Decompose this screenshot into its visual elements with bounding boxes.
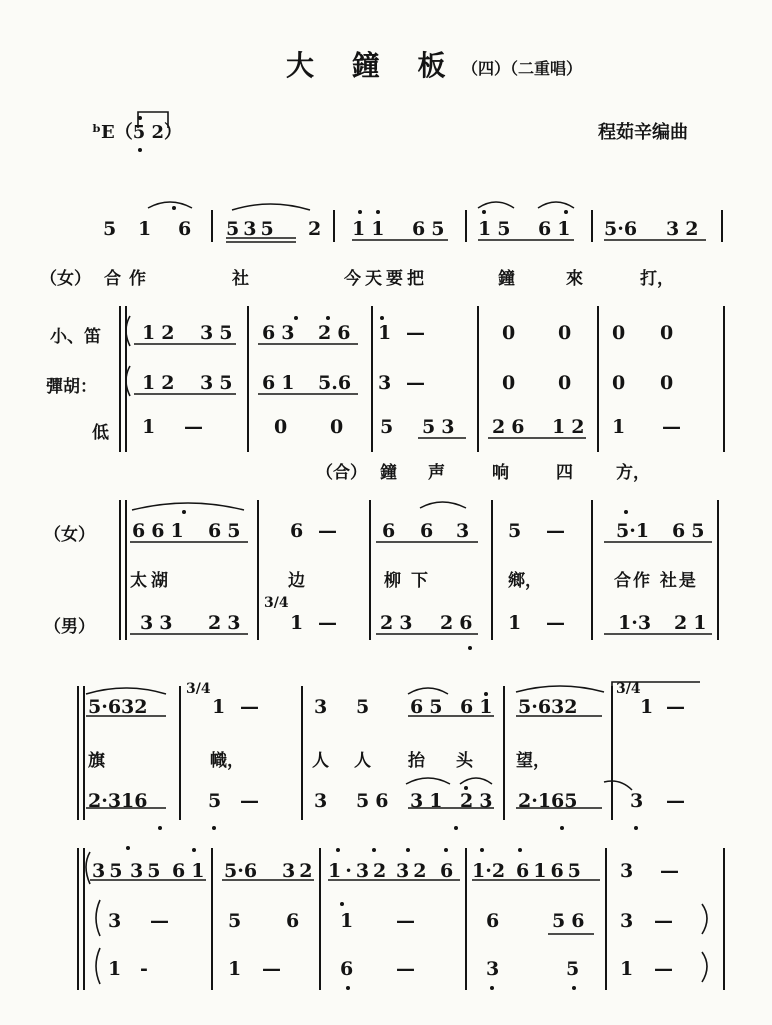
note: — <box>654 958 673 980</box>
note: — <box>396 958 415 980</box>
note: 3 <box>620 860 634 882</box>
note: — <box>318 520 337 542</box>
note: 0 <box>558 322 572 344</box>
note: — <box>396 910 415 932</box>
note: 0 <box>274 416 288 438</box>
lyric: 幟， <box>210 751 244 771</box>
note: 535 <box>226 218 278 240</box>
note: 6 <box>286 910 300 932</box>
note: 32 <box>282 860 317 882</box>
note: — <box>262 958 281 980</box>
lyric: 头 <box>456 751 473 771</box>
note: 3 <box>456 520 470 542</box>
note: 35 <box>200 322 239 344</box>
note: 1·32 <box>328 860 391 882</box>
lyric: 來 <box>566 269 583 289</box>
note: 6 <box>486 910 500 932</box>
note: 3 <box>108 910 122 932</box>
voice-label: （女） <box>40 269 91 289</box>
note: 5 <box>508 520 522 542</box>
note: 6 <box>440 860 454 882</box>
note: 5·632 <box>518 696 578 718</box>
note: 23 <box>208 612 247 634</box>
lyric: 打， <box>640 269 674 289</box>
note: 6 <box>382 520 396 542</box>
note: — <box>546 520 565 542</box>
note: 5·6 <box>604 218 638 240</box>
note: 61 <box>460 696 499 718</box>
arranger-credit: 程茹辛编曲 <box>598 122 688 143</box>
lyric: 太湖 <box>130 571 172 591</box>
lyric: 柳下 <box>384 571 438 591</box>
note: — <box>150 910 169 932</box>
note: — <box>406 372 425 394</box>
note: 35 <box>92 860 127 882</box>
lyric: 方， <box>616 463 650 483</box>
piece-title: 大 鐘 板 <box>286 49 460 82</box>
note: 35 <box>130 860 165 882</box>
note: 1 <box>620 958 634 980</box>
note: 61 <box>538 218 577 240</box>
lyric: 四 <box>556 463 573 483</box>
note: 3 <box>630 790 644 812</box>
note: 23 <box>380 612 419 634</box>
note: 12 <box>142 372 181 394</box>
note: 0 <box>660 372 674 394</box>
note: 2 <box>308 218 322 240</box>
note: 1 <box>640 696 654 718</box>
note: 56 <box>356 790 395 812</box>
lyric: 鐘 <box>498 269 515 289</box>
note: 1 <box>508 612 522 634</box>
lyric: 合作 <box>104 269 154 289</box>
note: 3 <box>378 372 392 394</box>
note: 5 <box>380 416 394 438</box>
note: — <box>546 612 565 634</box>
note: 32 <box>396 860 431 882</box>
note: 31 <box>410 790 449 812</box>
note: 0 <box>558 372 572 394</box>
note: 1 <box>290 612 304 634</box>
part-label-flute: 小、笛 <box>50 327 101 347</box>
note: — <box>240 696 259 718</box>
note: 1 <box>108 958 122 980</box>
note: 0 <box>660 322 674 344</box>
note: 1 <box>142 416 156 438</box>
note: — <box>662 416 681 438</box>
chorus-label: （合） <box>316 463 367 483</box>
lyric: 望， <box>516 751 550 771</box>
lyric: 鐘 <box>380 463 397 483</box>
note: 35 <box>200 372 239 394</box>
lyric: 鄉， <box>508 571 542 591</box>
note: 661 <box>132 520 190 542</box>
lyric: 响 <box>492 463 509 483</box>
note: 56 <box>552 910 591 932</box>
note: 0 <box>502 322 516 344</box>
note: 5.6 <box>318 372 352 394</box>
note: 65 <box>412 218 451 240</box>
note: 23 <box>460 790 499 812</box>
note: 5 <box>566 958 580 980</box>
note: 0 <box>330 416 344 438</box>
piece-subtitle: （四）（二重唱） <box>462 59 583 78</box>
note: 3 <box>486 958 500 980</box>
note: 61 <box>172 860 211 882</box>
note: 21 <box>674 612 713 634</box>
note: 5 <box>228 910 242 932</box>
voice-label-male: （男） <box>44 617 95 637</box>
meter-mark: 3/4 <box>186 681 211 697</box>
note: 65 <box>672 520 711 542</box>
key-signature: ᵇE（5 2） <box>92 122 183 143</box>
note: 26 <box>492 416 531 438</box>
note: 26 <box>440 612 479 634</box>
note: — <box>660 860 679 882</box>
note: 1·2 <box>472 860 506 882</box>
note: 6 <box>420 520 434 542</box>
note: 3 <box>314 790 328 812</box>
note: 6165 <box>516 860 585 882</box>
note: 15 <box>478 218 517 240</box>
note: 1 <box>228 958 242 980</box>
note: 3 <box>620 910 634 932</box>
note: 0 <box>612 322 626 344</box>
note: 32 <box>666 218 705 240</box>
lyric: 人 <box>312 751 329 771</box>
note: 11 <box>352 218 391 240</box>
note: — <box>666 790 685 812</box>
lyric: 抬 <box>408 751 425 771</box>
note: 1 <box>138 218 152 240</box>
lyric: 边 <box>288 571 305 591</box>
note: 12 <box>552 416 591 438</box>
note: 5 <box>356 696 370 718</box>
note: 5 <box>103 218 117 240</box>
note: — <box>666 696 685 718</box>
note: 2·165 <box>518 790 578 812</box>
note: - <box>140 958 148 980</box>
note: 5 <box>208 790 222 812</box>
note: 53 <box>422 416 461 438</box>
note: 63 <box>262 322 301 344</box>
note: 0 <box>612 372 626 394</box>
lyric: 旗 <box>88 751 105 771</box>
note: — <box>406 322 425 344</box>
lyric: 今天要把 <box>344 269 428 289</box>
note: 65 <box>208 520 247 542</box>
note: 5·1 <box>616 520 650 542</box>
lyric: 合作 社是 <box>614 571 698 591</box>
lyric: 人 <box>354 751 371 771</box>
note: 1 <box>378 322 392 344</box>
note: 33 <box>140 612 179 634</box>
note: 1 <box>612 416 626 438</box>
note: 1 <box>340 910 354 932</box>
note: — <box>654 910 673 932</box>
note: — <box>318 612 337 634</box>
note: 1·3 <box>618 612 652 634</box>
note: — <box>240 790 259 812</box>
meter-mark: 3/4 <box>616 681 641 697</box>
voice-label-female: （女） <box>44 525 95 545</box>
note: 6 <box>178 218 192 240</box>
note: 6 <box>290 520 304 542</box>
note: 26 <box>318 322 357 344</box>
part-label-low: 低 <box>92 423 109 443</box>
note: 0 <box>502 372 516 394</box>
note: 5·632 <box>88 696 148 718</box>
note: 12 <box>142 322 181 344</box>
lyric: 社 <box>232 269 249 289</box>
note: 61 <box>262 372 301 394</box>
note: 65 <box>410 696 449 718</box>
note: 5·6 <box>224 860 258 882</box>
meter-mark: 3/4 <box>264 595 289 611</box>
note: 6 <box>340 958 354 980</box>
note: 3 <box>314 696 328 718</box>
lyric: 声 <box>428 463 445 483</box>
part-label-erhu: 彈胡： <box>46 377 97 397</box>
note: — <box>184 416 203 438</box>
note: 2·316 <box>88 790 148 812</box>
note: 1 <box>212 696 226 718</box>
